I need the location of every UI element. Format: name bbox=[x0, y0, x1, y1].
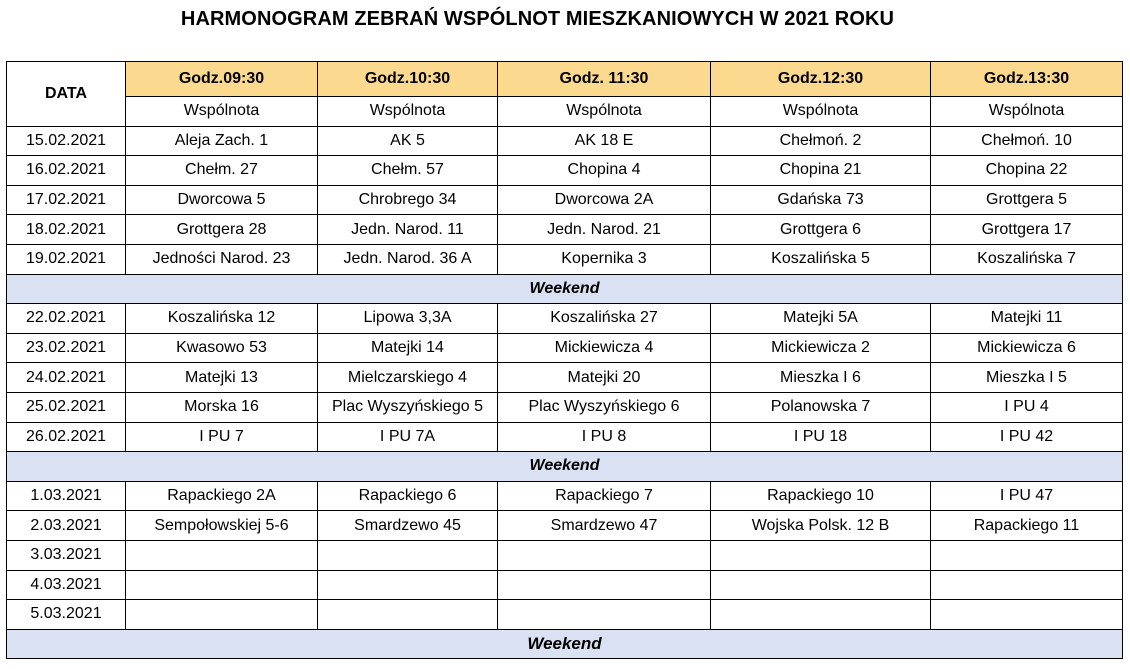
community-cell: Koszalińska 27 bbox=[498, 304, 711, 334]
community-subheader: Wspólnota bbox=[318, 97, 498, 127]
community-cell: Lipowa 3,3A bbox=[318, 304, 498, 334]
community-cell bbox=[318, 570, 498, 600]
table-row bbox=[7, 244, 1123, 274]
date-cell: 24.02.2021 bbox=[7, 363, 126, 393]
table-row bbox=[7, 215, 1123, 245]
community-cell: Rapackiego 7 bbox=[498, 481, 711, 511]
community-cell bbox=[931, 570, 1123, 600]
community-cell: Jedn. Narod. 21 bbox=[498, 215, 711, 245]
community-cell: Grottgera 17 bbox=[931, 215, 1123, 245]
community-cell: I PU 7A bbox=[318, 422, 498, 452]
date-cell: 23.02.2021 bbox=[7, 333, 126, 363]
weekend-label: Weekend bbox=[7, 274, 1123, 304]
header-row-community bbox=[7, 97, 1123, 127]
community-cell: I PU 42 bbox=[931, 422, 1123, 452]
weekend-row bbox=[7, 274, 1123, 304]
community-cell: Dworcowa 5 bbox=[126, 185, 318, 215]
community-cell: Matejki 20 bbox=[498, 363, 711, 393]
community-cell: Wojska Polsk. 12 B bbox=[711, 511, 931, 541]
community-subheader: Wspólnota bbox=[498, 97, 711, 127]
community-cell bbox=[711, 540, 931, 570]
table-row bbox=[7, 185, 1123, 215]
time-header: Godz.09:30 bbox=[126, 62, 318, 97]
time-header: Godz. 11:30 bbox=[498, 62, 711, 97]
community-cell bbox=[318, 540, 498, 570]
community-cell: Grottgera 5 bbox=[931, 185, 1123, 215]
community-cell: Mickiewicza 4 bbox=[498, 333, 711, 363]
community-cell: Aleja Zach. 1 bbox=[126, 126, 318, 156]
date-cell: 4.03.2021 bbox=[7, 570, 126, 600]
community-cell bbox=[498, 570, 711, 600]
date-cell: 15.02.2021 bbox=[7, 126, 126, 156]
community-cell: I PU 18 bbox=[711, 422, 931, 452]
community-cell: Chopina 22 bbox=[931, 156, 1123, 186]
date-column-header: DATA bbox=[7, 62, 126, 127]
community-cell: I PU 7 bbox=[126, 422, 318, 452]
community-cell: Chełm. 57 bbox=[318, 156, 498, 186]
community-subheader: Wspólnota bbox=[711, 97, 931, 127]
community-cell: Chełmoń. 2 bbox=[711, 126, 931, 156]
date-cell: 1.03.2021 bbox=[7, 481, 126, 511]
community-cell: Matejki 14 bbox=[318, 333, 498, 363]
community-cell: Jedności Narod. 23 bbox=[126, 244, 318, 274]
date-cell: 3.03.2021 bbox=[7, 540, 126, 570]
community-cell: Grottgera 28 bbox=[126, 215, 318, 245]
date-cell: 5.03.2021 bbox=[7, 600, 126, 630]
community-cell bbox=[126, 540, 318, 570]
community-cell: Chrobrego 34 bbox=[318, 185, 498, 215]
table-row bbox=[7, 363, 1123, 393]
community-cell: Rapackiego 10 bbox=[711, 481, 931, 511]
community-cell: AK 5 bbox=[318, 126, 498, 156]
time-header: Godz.12:30 bbox=[711, 62, 931, 97]
community-cell bbox=[711, 570, 931, 600]
table-row bbox=[7, 540, 1123, 570]
community-cell bbox=[126, 600, 318, 630]
weekend-label: Weekend bbox=[7, 452, 1123, 482]
community-cell: Chopina 4 bbox=[498, 156, 711, 186]
community-cell bbox=[498, 600, 711, 630]
header-row-times bbox=[7, 62, 1123, 97]
community-cell: Grottgera 6 bbox=[711, 215, 931, 245]
date-cell: 26.02.2021 bbox=[7, 422, 126, 452]
community-cell: Chopina 21 bbox=[711, 156, 931, 186]
community-cell: Plac Wyszyńskiego 5 bbox=[318, 392, 498, 422]
community-cell: Mielczarskiego 4 bbox=[318, 363, 498, 393]
table-row bbox=[7, 570, 1123, 600]
community-cell: Jedn. Narod. 11 bbox=[318, 215, 498, 245]
community-subheader: Wspólnota bbox=[126, 97, 318, 127]
community-cell: I PU 8 bbox=[498, 422, 711, 452]
page-title: HARMONOGRAM ZEBRAŃ WSPÓLNOT MIESZKANIOWYCH W 2021 ROKU bbox=[180, 8, 895, 30]
community-cell bbox=[318, 600, 498, 630]
table-row bbox=[7, 156, 1123, 186]
community-cell bbox=[711, 600, 931, 630]
community-cell: I PU 47 bbox=[931, 481, 1123, 511]
community-cell: Mickiewicza 6 bbox=[931, 333, 1123, 363]
table-row bbox=[7, 481, 1123, 511]
table-row bbox=[7, 392, 1123, 422]
community-cell: Jedn. Narod. 36 A bbox=[318, 244, 498, 274]
community-cell: Rapackiego 2A bbox=[126, 481, 318, 511]
community-cell: Kopernika 3 bbox=[498, 244, 711, 274]
date-cell: 17.02.2021 bbox=[7, 185, 126, 215]
community-cell: Gdańska 73 bbox=[711, 185, 931, 215]
time-header: Godz.13:30 bbox=[931, 62, 1123, 97]
table-row bbox=[7, 126, 1123, 156]
community-cell: AK 18 E bbox=[498, 126, 711, 156]
time-header: Godz.10:30 bbox=[318, 62, 498, 97]
community-cell: Plac Wyszyńskiego 6 bbox=[498, 392, 711, 422]
community-cell: Smardzewo 47 bbox=[498, 511, 711, 541]
community-cell: Sempołowskiej 5-6 bbox=[126, 511, 318, 541]
community-cell: Chełm. 27 bbox=[126, 156, 318, 186]
community-cell: Rapackiego 6 bbox=[318, 481, 498, 511]
table-row bbox=[7, 511, 1123, 541]
weekend-row bbox=[7, 452, 1123, 482]
community-cell: Mieszka I 6 bbox=[711, 363, 931, 393]
community-cell: Koszalińska 7 bbox=[931, 244, 1123, 274]
community-cell: Koszalińska 12 bbox=[126, 304, 318, 334]
community-cell: Dworcowa 2A bbox=[498, 185, 711, 215]
community-cell: Morska 16 bbox=[126, 392, 318, 422]
community-cell: Mickiewicza 2 bbox=[711, 333, 931, 363]
community-cell bbox=[126, 570, 318, 600]
table-row bbox=[7, 422, 1123, 452]
community-cell bbox=[498, 540, 711, 570]
table-row bbox=[7, 333, 1123, 363]
date-cell: 22.02.2021 bbox=[7, 304, 126, 334]
community-cell: Matejki 5A bbox=[711, 304, 931, 334]
weekend-row bbox=[7, 629, 1123, 659]
date-cell: 19.02.2021 bbox=[7, 244, 126, 274]
community-cell: Polanowska 7 bbox=[711, 392, 931, 422]
table-row bbox=[7, 304, 1123, 334]
date-cell: 16.02.2021 bbox=[7, 156, 126, 186]
community-cell: I PU 4 bbox=[931, 392, 1123, 422]
date-cell: 25.02.2021 bbox=[7, 392, 126, 422]
community-cell: Matejki 13 bbox=[126, 363, 318, 393]
schedule-table bbox=[6, 61, 1123, 659]
community-cell bbox=[931, 540, 1123, 570]
date-cell: 18.02.2021 bbox=[7, 215, 126, 245]
date-cell: 2.03.2021 bbox=[7, 511, 126, 541]
community-cell: Mieszka I 5 bbox=[931, 363, 1123, 393]
community-cell bbox=[931, 600, 1123, 630]
community-cell: Koszalińska 5 bbox=[711, 244, 931, 274]
community-subheader: Wspólnota bbox=[931, 97, 1123, 127]
community-cell: Matejki 11 bbox=[931, 304, 1123, 334]
community-cell: Chełmoń. 10 bbox=[931, 126, 1123, 156]
weekend-label: Weekend bbox=[7, 629, 1123, 659]
community-cell: Rapackiego 11 bbox=[931, 511, 1123, 541]
community-cell: Smardzewo 45 bbox=[318, 511, 498, 541]
table-row bbox=[7, 600, 1123, 630]
community-cell: Kwasowo 53 bbox=[126, 333, 318, 363]
